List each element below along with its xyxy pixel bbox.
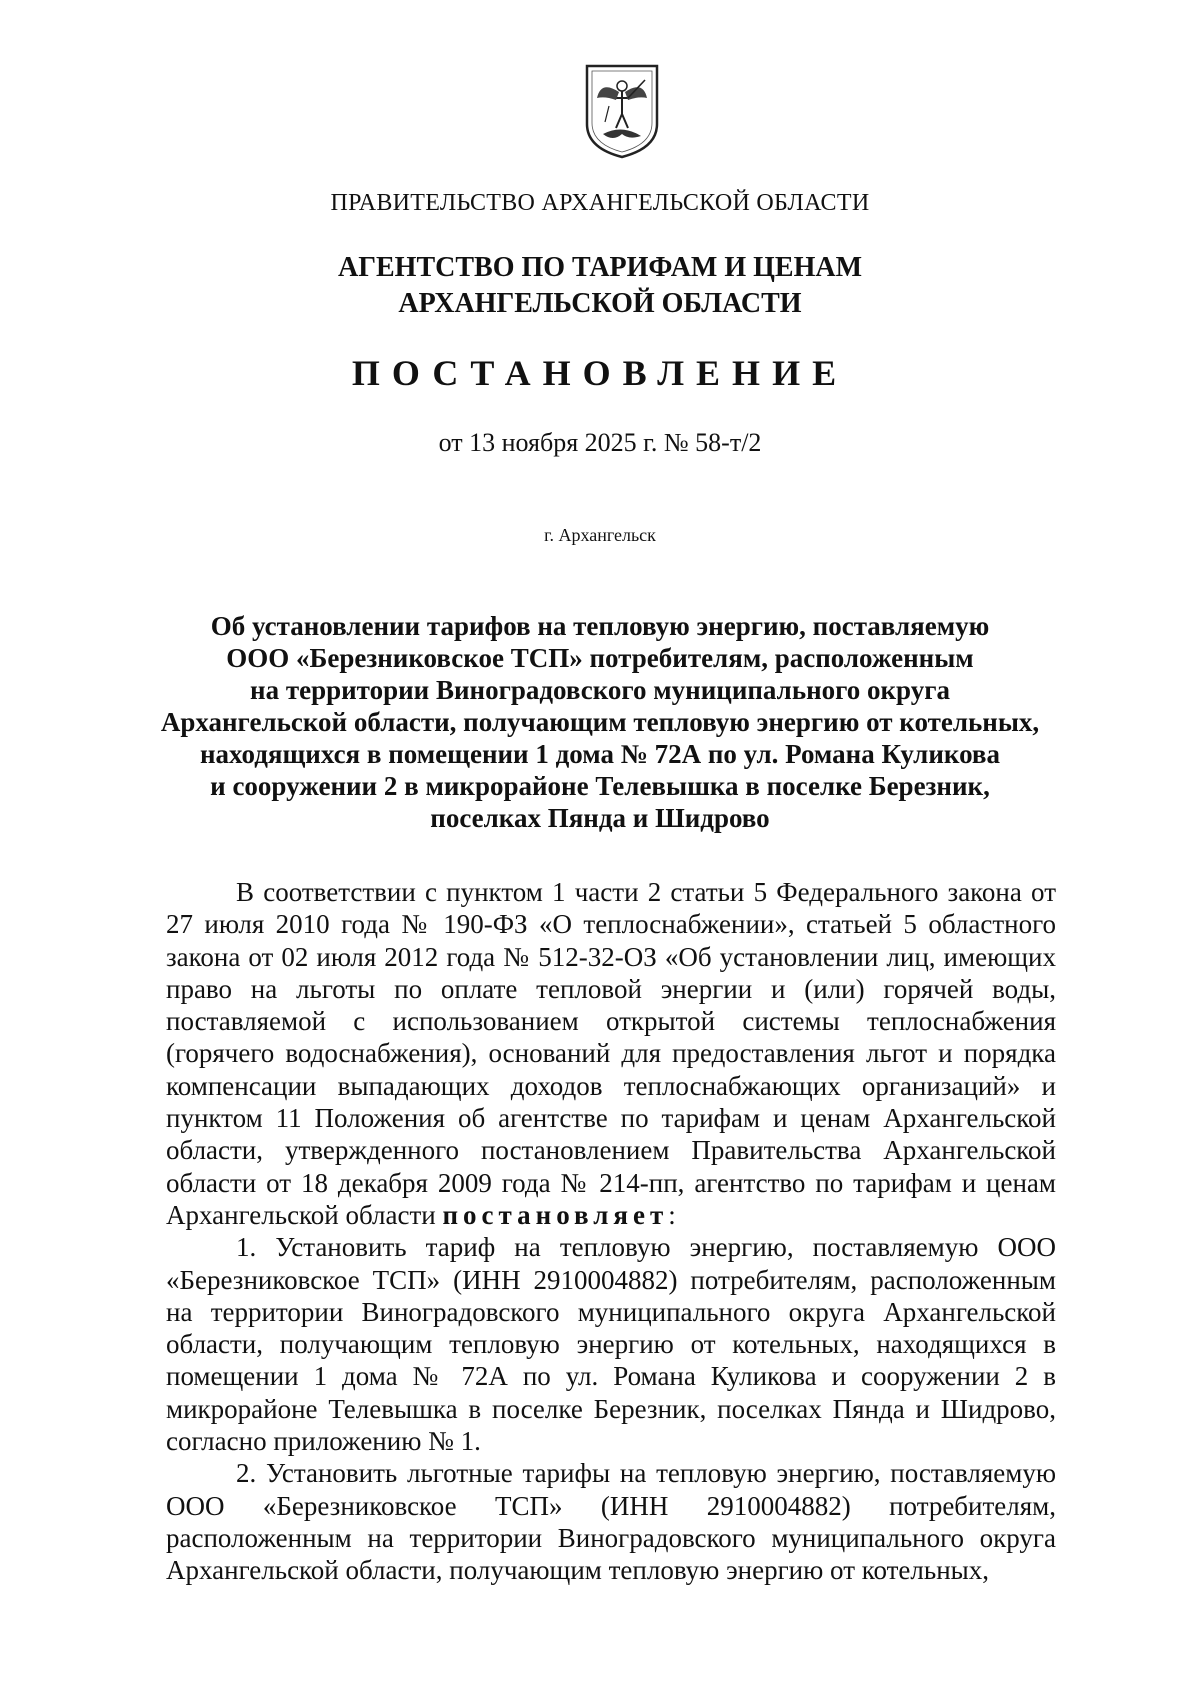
subject-line: Об установлении тарифов на тепловую энергию, поставляемую [210,611,990,641]
preamble-text: В соответствии с пунктом 1 части 2 статьи 5 Федерального закона от 27 июля 2010 года № 190-ФЗ «О теплоснабжении», статьей 5 областного закона от 02 июля 2012 года № 512-32-ОЗ «Об установлении лиц, имеющих право на льготы по оплате тепловой энергии и (или) горячей воды, поставляемой с использованием открытой системы теплоснабжения (горячего водоснабжения), оснований для предоставления льгот и порядка компенсации выпадающих доходов теплоснабжающих организаций» и пунктом 11 Положения об агентстве по тарифам и ценам Архангельской области, утвержденного постановлением Правительства Архангельской области от 18 декабря 2009 года № 214-пп, агентство по тарифам и ценам Архангельской области [166,877,1056,1230]
subject-line: и сооружении 2 в микрорайоне Телевышка в поселке Березник, [210,771,990,801]
resolves-word: постановляет [442,1199,669,1230]
document-body [166,876,1056,1587]
subject-line: Архангельской области, получающим тепловую энергию от котельных, [160,707,1040,737]
subject-line: поселках Пянда и Шидрово [430,803,770,833]
document-subject [150,610,1050,834]
subject-line: на территории Виноградовского муниципального округа [250,675,950,705]
preamble-paragraph [166,876,1056,1231]
resolves-colon: : [668,1199,676,1230]
item-2-paragraph: 2. Установить льготные тарифы на тепловую энергию, поставляемую ООО «Березниковское ТСП» (ИНН 2910004882) потребителям, расположенным на территории Виноградовского муниципального округа Архангельской области, получающим тепловую энергию от котельных, [166,1458,1056,1586]
agency-name-line2: АРХАНГЕЛЬСКОЙ ОБЛАСТИ [398,288,802,319]
document-city: г. Архангельск [544,525,656,545]
subject-line: ООО «Березниковское ТСП» потребителям, расположенным [226,643,974,673]
subject-line: находящихся в помещении 1 дома № 72А по ул. Романа Куликова [199,739,1000,769]
document-date-number: от 13 ноября 2025 г. № 58-т/2 [438,428,762,457]
coat-of-arms-icon [583,62,661,160]
agency-name-line1: АГЕНТСТВО ПО ТАРИФАМ И ЦЕНАМ [337,252,863,283]
document-type: ПОСТАНОВЛЕНИЕ [351,353,849,393]
item-1-paragraph: 1. Установить тариф на тепловую энергию, поставляемую ООО «Березниковское ТСП» (ИНН 2910004882) потребителям, расположенным на территории Виноградовского муниципального округа Архангельской области, получающим тепловую энергию от котельных, находящихся в помещении 1 дома № 72А по ул. Романа Куликова и сооружении 2 в микрорайоне Телевышка в поселке Березник, поселках Пянда и Шидрово, согласно приложению № 1. [166,1232,1056,1457]
government-title: ПРАВИТЕЛЬСТВО АРХАНГЕЛЬСКОЙ ОБЛАСТИ [330,190,870,216]
agency-name [0,250,1200,322]
